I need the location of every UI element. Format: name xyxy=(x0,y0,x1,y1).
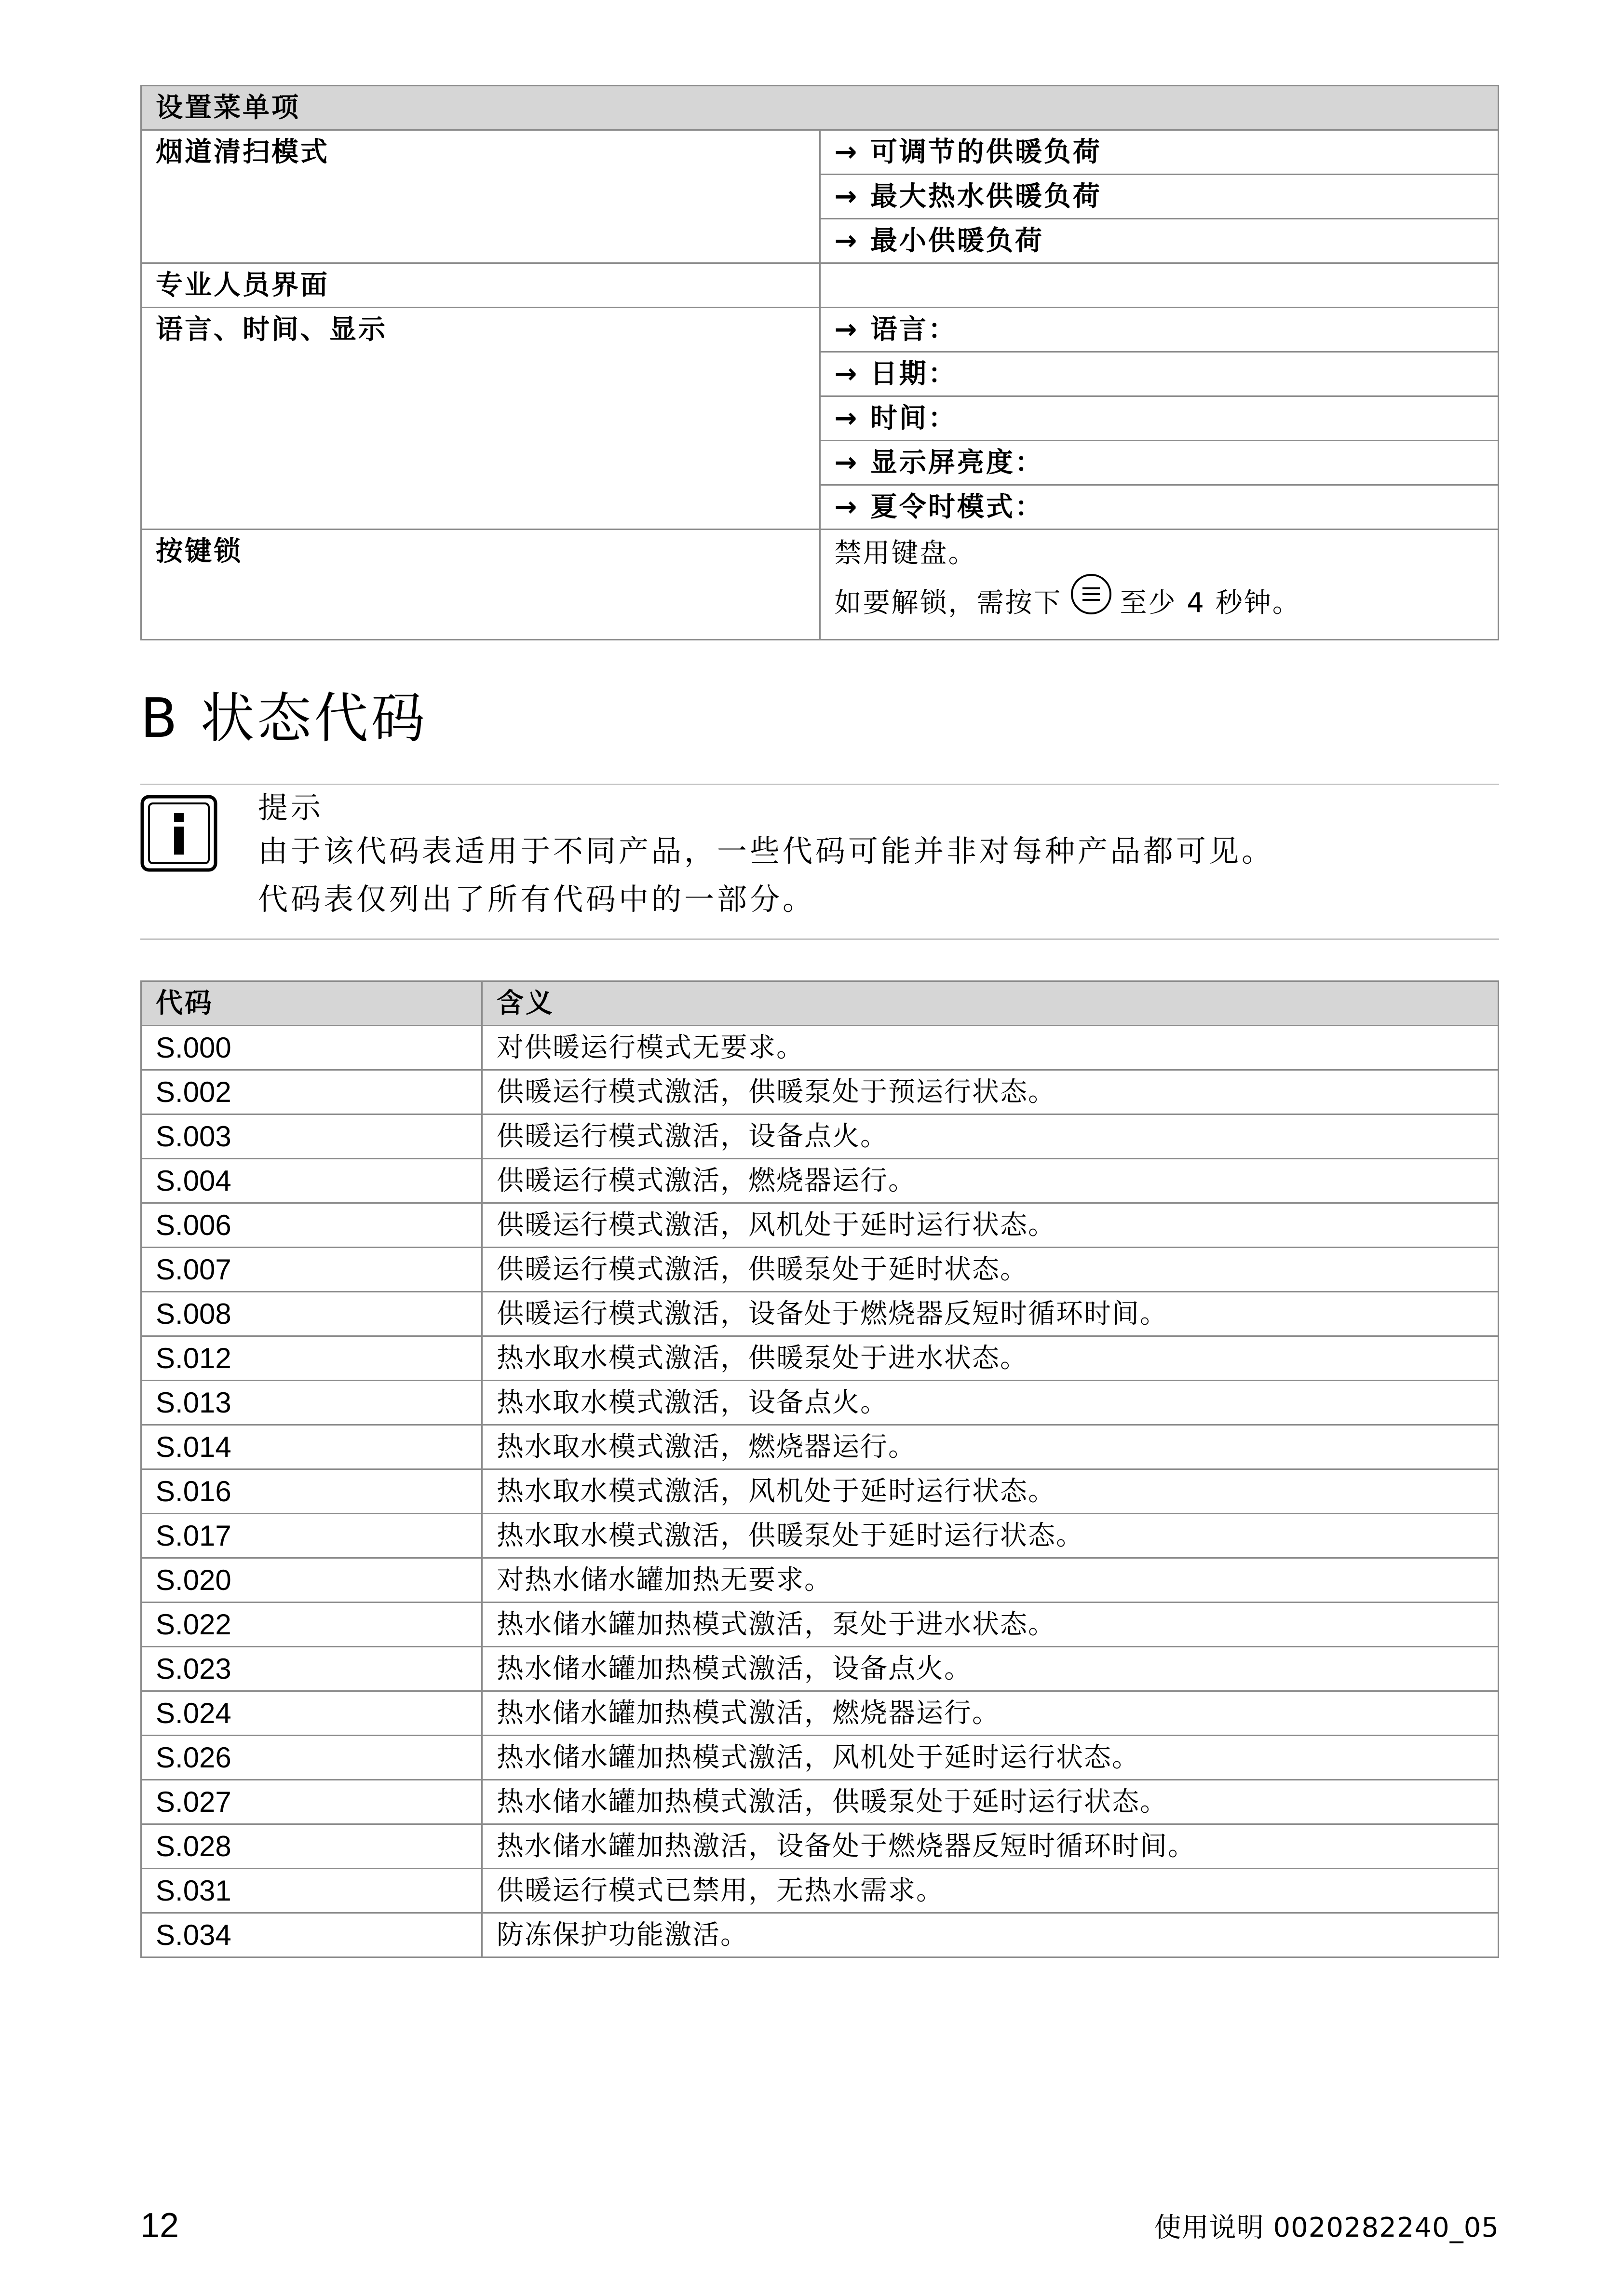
key-lock-description xyxy=(820,530,1499,640)
status-meaning-cell: 热水储水罐加热模式激活，风机处于延时运行状态。 xyxy=(482,1736,1499,1780)
status-code-cell: S.031 xyxy=(141,1869,482,1913)
status-meaning-cell: 对热水储水罐加热无要求。 xyxy=(482,1558,1499,1603)
status-meaning-cell: 热水取水模式激活，风机处于延时运行状态。 xyxy=(482,1469,1499,1514)
table-header-row xyxy=(141,981,1499,1026)
menu-value: → 时间： xyxy=(820,396,1499,441)
status-meaning-cell: 热水储水罐加热模式激活，设备点火。 xyxy=(482,1647,1499,1691)
table-row xyxy=(141,1913,1499,1957)
menu-value: → 最大热水供暖负荷 xyxy=(820,175,1499,219)
table-row xyxy=(141,1558,1499,1603)
status-code-cell: S.034 xyxy=(141,1913,482,1957)
status-code-cell: S.004 xyxy=(141,1159,482,1203)
table-row xyxy=(141,1070,1499,1114)
status-code-cell: S.027 xyxy=(141,1780,482,1824)
table-row xyxy=(141,1514,1499,1558)
note-text-line2: 代码表仅列出了所有代码中的一部分。 xyxy=(258,882,816,917)
status-meaning-cell: 热水取水模式激活，供暖泵处于延时运行状态。 xyxy=(482,1514,1499,1558)
menu-value: → 语言： xyxy=(820,308,1499,352)
status-code-cell: S.016 xyxy=(141,1469,482,1514)
status-meaning-cell: 热水储水罐加热激活，设备处于燃烧器反短时循环时间。 xyxy=(482,1824,1499,1869)
status-meaning-cell: 供暖运行模式激活，供暖泵处于预运行状态。 xyxy=(482,1070,1499,1114)
table-row xyxy=(141,1647,1499,1691)
table-row xyxy=(141,1292,1499,1336)
status-code-cell: S.006 xyxy=(141,1203,482,1248)
note-text-line1: 由于该代码表适用于不同产品，一些代码可能并非对每种产品都可见。 xyxy=(258,833,1275,869)
status-meaning-cell: 供暖运行模式激活，设备处于燃烧器反短时循环时间。 xyxy=(482,1292,1499,1336)
status-meaning-cell: 热水储水罐加热模式激活，燃烧器运行。 xyxy=(482,1691,1499,1736)
status-meaning-cell: 供暖运行模式激活，供暖泵处于延时状态。 xyxy=(482,1248,1499,1292)
status-meaning-cell: 供暖运行模式激活，风机处于延时运行状态。 xyxy=(482,1203,1499,1248)
status-code-table xyxy=(140,980,1499,1958)
status-code-cell: S.023 xyxy=(141,1647,482,1691)
table-row xyxy=(141,1425,1499,1469)
status-code-cell: S.002 xyxy=(141,1070,482,1114)
table-row xyxy=(141,1203,1499,1248)
table-row xyxy=(141,1824,1499,1869)
table-row xyxy=(141,1603,1499,1647)
menu-value: → 显示屏亮度： xyxy=(820,441,1499,485)
settings-menu-header: 设置菜单项 xyxy=(141,86,1499,130)
menu-item-language-time-display: 语言、时间、显示 xyxy=(141,308,820,530)
status-code-cell: S.000 xyxy=(141,1026,482,1070)
status-meaning-cell: 防冻保护功能激活。 xyxy=(482,1913,1499,1957)
note-bottom-divider xyxy=(140,938,1499,940)
status-meaning-cell: 热水取水模式激活，设备点火。 xyxy=(482,1381,1499,1425)
section-letter: B xyxy=(140,687,180,750)
document-reference: 使用说明 0020282240_05 xyxy=(1154,2212,1499,2243)
status-code-cell: S.014 xyxy=(141,1425,482,1469)
header-meaning: 含义 xyxy=(482,981,1499,1026)
status-meaning-cell: 供暖运行模式激活，燃烧器运行。 xyxy=(482,1159,1499,1203)
status-meaning-cell: 热水取水模式激活，燃烧器运行。 xyxy=(482,1425,1499,1469)
menu-item-chimney-sweep: 烟道清扫模式 xyxy=(141,130,820,263)
status-code-cell: S.024 xyxy=(141,1691,482,1736)
table-row xyxy=(141,1736,1499,1780)
status-meaning-cell: 供暖运行模式已禁用，无热水需求。 xyxy=(482,1869,1499,1913)
page-number: 12 xyxy=(140,2206,179,2245)
table-row xyxy=(141,1248,1499,1292)
status-meaning-cell: 对供暖运行模式无要求。 xyxy=(482,1026,1499,1070)
status-meaning-cell: 热水取水模式激活，供暖泵处于进水状态。 xyxy=(482,1336,1499,1381)
table-row xyxy=(141,1114,1499,1159)
note-title: 提示 xyxy=(258,790,324,825)
section-heading xyxy=(140,680,428,757)
table-row xyxy=(141,1780,1499,1824)
key-lock-line2 xyxy=(835,574,1498,627)
menu-value: → 可调节的供暖负荷 xyxy=(820,130,1499,175)
menu-button-icon xyxy=(1070,573,1112,615)
table-row xyxy=(141,1469,1499,1514)
menu-item-installer-level: 专业人员界面 xyxy=(141,263,820,308)
menu-item-key-lock: 按键锁 xyxy=(141,530,820,640)
status-code-cell: S.003 xyxy=(141,1114,482,1159)
header-code: 代码 xyxy=(141,981,482,1026)
table-row xyxy=(141,1691,1499,1736)
table-row xyxy=(141,1026,1499,1070)
menu-value xyxy=(820,263,1499,308)
note-top-divider xyxy=(140,784,1499,785)
status-meaning-cell: 热水储水罐加热模式激活，泵处于进水状态。 xyxy=(482,1603,1499,1647)
status-code-cell: S.022 xyxy=(141,1603,482,1647)
status-meaning-cell: 热水储水罐加热模式激活，供暖泵处于延时运行状态。 xyxy=(482,1780,1499,1824)
info-icon xyxy=(140,795,217,872)
table-row xyxy=(141,1159,1499,1203)
table-row xyxy=(141,1336,1499,1381)
key-lock-line1: 禁用键盘。 xyxy=(834,538,977,569)
status-meaning-cell: 供暖运行模式激活，设备点火。 xyxy=(482,1114,1499,1159)
status-code-cell: S.007 xyxy=(141,1248,482,1292)
status-code-cell: S.028 xyxy=(141,1824,482,1869)
status-code-cell: S.020 xyxy=(141,1558,482,1603)
table-row xyxy=(141,1869,1499,1913)
status-code-cell: S.013 xyxy=(141,1381,482,1425)
menu-value: → 最小供暖负荷 xyxy=(820,219,1499,263)
settings-menu-table xyxy=(140,85,1499,640)
status-code-cell: S.017 xyxy=(141,1514,482,1558)
table-row xyxy=(141,1381,1499,1425)
menu-value: → 夏令时模式： xyxy=(820,485,1499,530)
menu-value: → 日期： xyxy=(820,352,1499,396)
status-code-cell: S.008 xyxy=(141,1292,482,1336)
key-lock-text-before: 如要解锁，需按下 xyxy=(834,587,1062,619)
section-title: 状态代码 xyxy=(200,687,428,750)
key-lock-text-after: 至少 4 秒钟。 xyxy=(1120,587,1301,619)
status-code-cell: S.012 xyxy=(141,1336,482,1381)
status-code-cell: S.026 xyxy=(141,1736,482,1780)
